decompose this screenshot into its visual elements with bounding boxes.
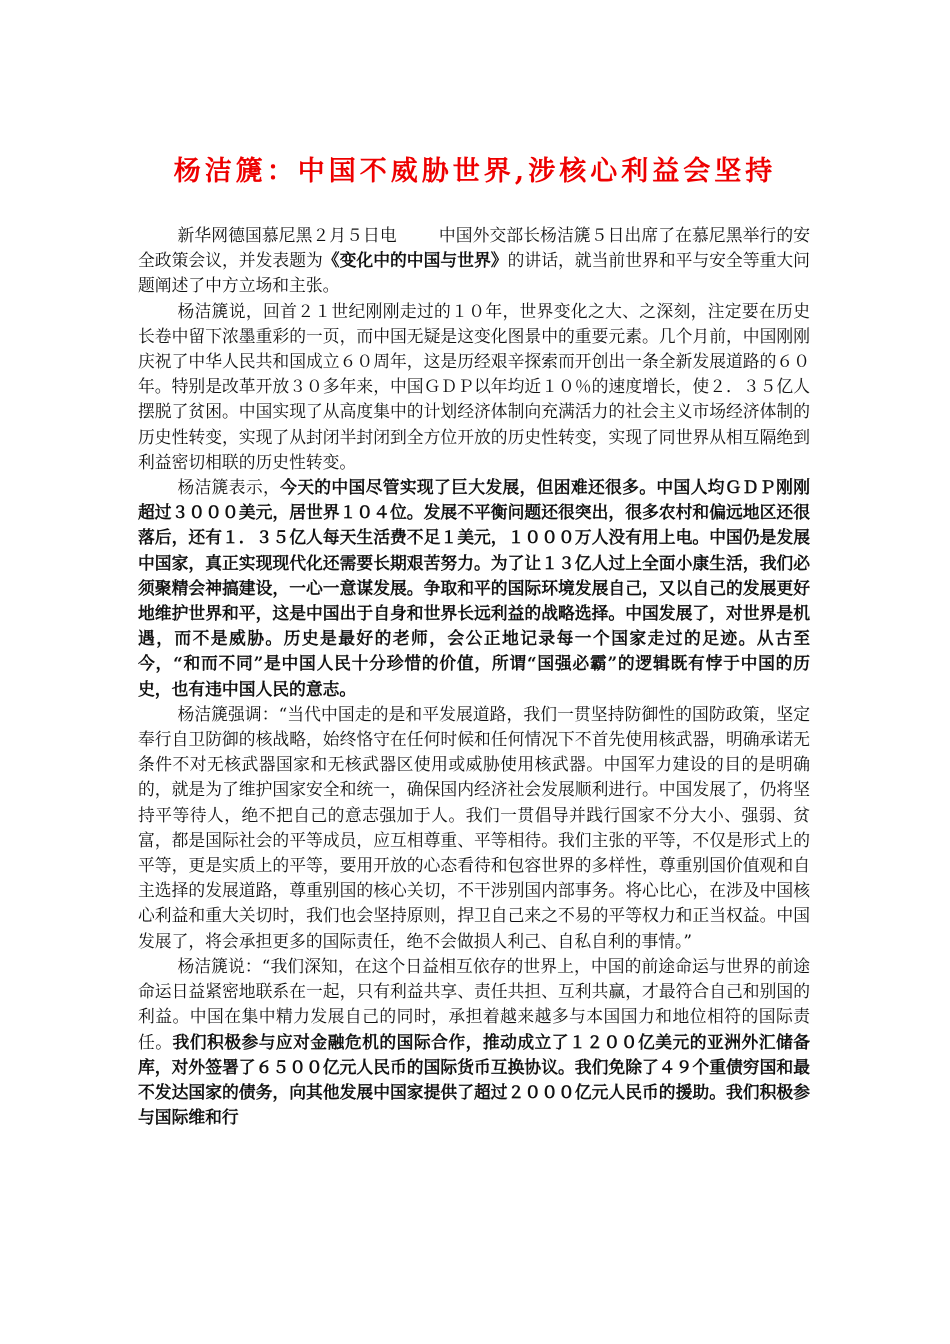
dateline: 新华网德国慕尼黑２月５日电 — [177, 225, 397, 245]
article-title: 杨洁篪：中国不威胁世界,涉核心利益会坚持 — [173, 156, 777, 188]
paragraph-1-text-b: 的讲话，就当前世界和平与安全等重大问题阐述了中方立场和主张。 — [138, 250, 810, 296]
paragraph-5-text: 杨洁篪说：“我们深知，在这个日益相互依存的世界上，中国的前途命运与世界的前途命运日益紧密地联系在一起，只有利益共享、责任共担、互利共赢，才最符合自己和别国的利益。中国在集中精力发展自己的同时，承担着越来越多与本国国力和地位相符的国际责任。 — [138, 955, 810, 1052]
paragraph-3 — [138, 475, 810, 702]
article-body — [138, 223, 810, 1130]
speech-title: 《变化中的中国与世界》 — [322, 250, 508, 271]
paragraph-5 — [138, 954, 810, 1130]
paragraph-3-bold: 今天的中国尽管实现了巨大发展，但困难还很多。中国人均ＧＤＰ刚刚超过３０００美元，居世界１０４位。发展不平衡问题还很突出，很多农村和偏远地区还很落后，还有１．３５亿人每天生活费不足１美元，１０００万人没有用上电。中国仍是发展中国家，真正实现现代化还需要长期艰苦努力。为了让１３亿人过上全面小康生活，我们必须聚精会神搞建设，一心一意谋发展。争取和平的国际环境发展自己，又以自己的发展更好地维护世界和平，这是中国出于自身和世界长远利益的战略选择。中国发展了，对世界是机遇，而不是威胁。历史是最好的老师，会公正地记录每一个国家走过的足迹。从古至今，“和而不同”是中国人民十分珍惜的价值，所谓“国强必霸”的逻辑既有悖于中国的历史，也有违中国人民的意志。 — [138, 477, 810, 699]
paragraph-1-text-a: 中国外交部长杨洁篪５日出席了在慕尼黑举行的安全政策会议，并发表题为 — [138, 225, 810, 271]
paragraph-5-bold: 我们积极参与应对金融危机的国际合作，推动成立了１２００亿美元的亚洲外汇储备库，对外签署了６５００亿元人民币的国际货币互换协议。我们免除了４９个重债穷国和最不发达国家的债务，向其他发展中国家提供了超过２０００亿元人民币的援助。我们积极参与国际维和行 — [138, 1031, 810, 1128]
paragraph-4: 杨洁篪强调：“当代中国走的是和平发展道路，我们一贯坚持防御性的国防政策，坚定奉行自卫防御的核战略，始终恪守在任何时候和任何情况下不首先使用核武器，明确承诺无条件不对无核武器国家和无核武器区使用或威胁使用核武器。中国军力建设的目的是明确的，就是为了维护国家安全和统一，确保国内经济社会发展顺利进行。中国发展了，仍将坚持平等待人，绝不把自己的意志强加于人。我们一贯倡导并践行国家不分大小、强弱、贫富，都是国际社会的平等成员，应互相尊重、平等相待。我们主张的平等，不仅是形式上的平等，更是实质上的平等，要用开放的心态看待和包容世界的多样性，尊重别国价值观和自主选择的发展道路，尊重别国的核心关切，不干涉别国内部事务。将心比心，在涉及中国核心利益和重大关切时，我们也会坚持原则，捍卫自己来之不易的平等权力和正当权益。中国发展了，将会承担更多的国际责任，绝不会做损人利己、自私自利的事情。” — [138, 703, 810, 951]
paragraph-2: 杨洁篪说，回首２１世纪刚刚走过的１０年，世界变化之大、之深刻，注定要在历史长卷中留下浓墨重彩的一页，而中国无疑是这变化图景中的重要元素。几个月前，中国刚刚庆祝了中华人民共和国成立６０周年，这是历经艰辛探索而开创出一条全新发展道路的６０年。特别是改革开放３０多年来，中国ＧＤＰ以年均近１０％的速度增长，使２．３５亿人摆脱了贫困。中国实现了从高度集中的计划经济体制向充满活力的社会主义市场经济体制的历史性转变，实现了从封闭半封闭到全方位开放的历史性转变，实现了同世界从相互隔绝到利益密切相联的历史性转变。 — [138, 300, 810, 472]
paragraph-1 — [138, 223, 810, 299]
paragraph-3-lead: 杨洁篪表示， — [177, 477, 281, 498]
